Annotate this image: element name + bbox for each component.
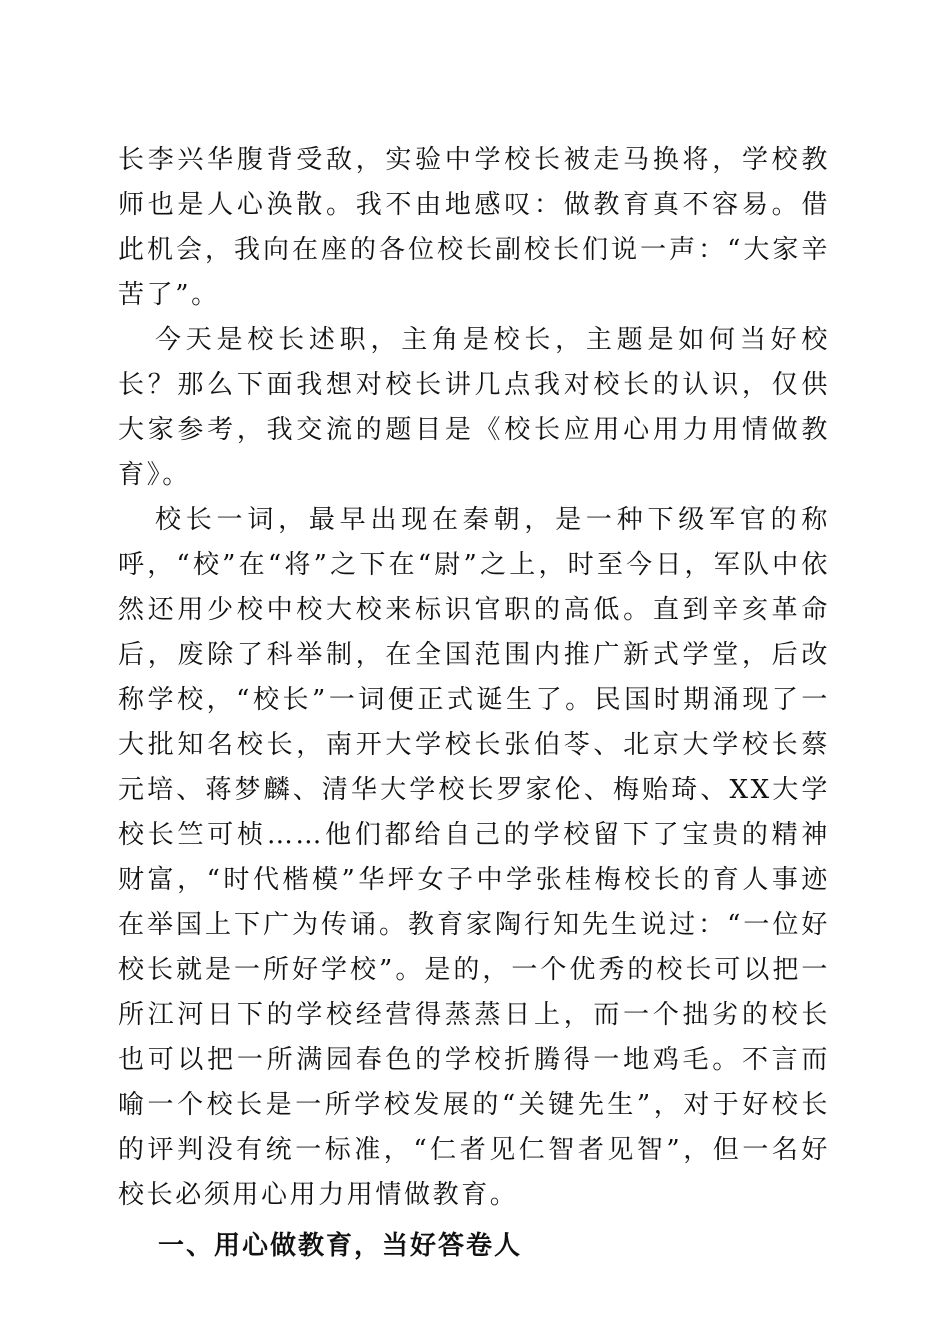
- paragraph-topic: 今天是校长述职，主角是校长，主题是如何当好校长？那么下面我想对校长讲几点我对校长的认识，仅供大家参考，我交流的题目是《校长应用心用力用情做教育》。: [118, 325, 830, 490]
- document-page: [118, 138, 830, 1269]
- section-heading: 一、用心做教育，当好答卷人: [158, 1231, 523, 1261]
- paragraph-history: 校长一词，最早出现在秦朝，是一种下级军官的称呼，“校”在“将”之下在“尉”之上，时至今日，军队中依然还用少校中校大校来标识官职的高低。直到辛亥革命后，废除了科举制，在全国范围内推广新式学堂，后改称学校，“校长”一词便正式诞生了。民国时期涌现了一大批知名校长，南开大学校长张伯苓、北京大学校长蔡元培、蒋梦麟、清华大学校长罗家伦、梅贻琦、XX大学校长竺可桢……他们都给自己的学校留下了宝贵的精神财富，“时代楷模”华坪女子中学张桂梅校长的育人事迹在举国上下广为传诵。教育家陶行知先生说过：“一位好校长就是一所好学校”。是的，一个优秀的校长可以把一所江河日下的学校经营得蒸蒸日上，而一个拙劣的校长也可以把一所满园春色的学校折腾得一地鸡毛。不言而喻一个校长是一所学校发展的“关键先生”，对于好校长的评判没有统一标准，“仁者见仁智者见智”，但一名好校长必须用心用力用情做教育。: [118, 505, 830, 1210]
- paragraph-continuation: 长李兴华腹背受敌，实验中学校长被走马换将，学校教师也是人心涣散。我不由地感叹：做教育真不容易。借此机会，我向在座的各位校长副校长们说一声：“大家辛苦了”。: [118, 145, 830, 310]
